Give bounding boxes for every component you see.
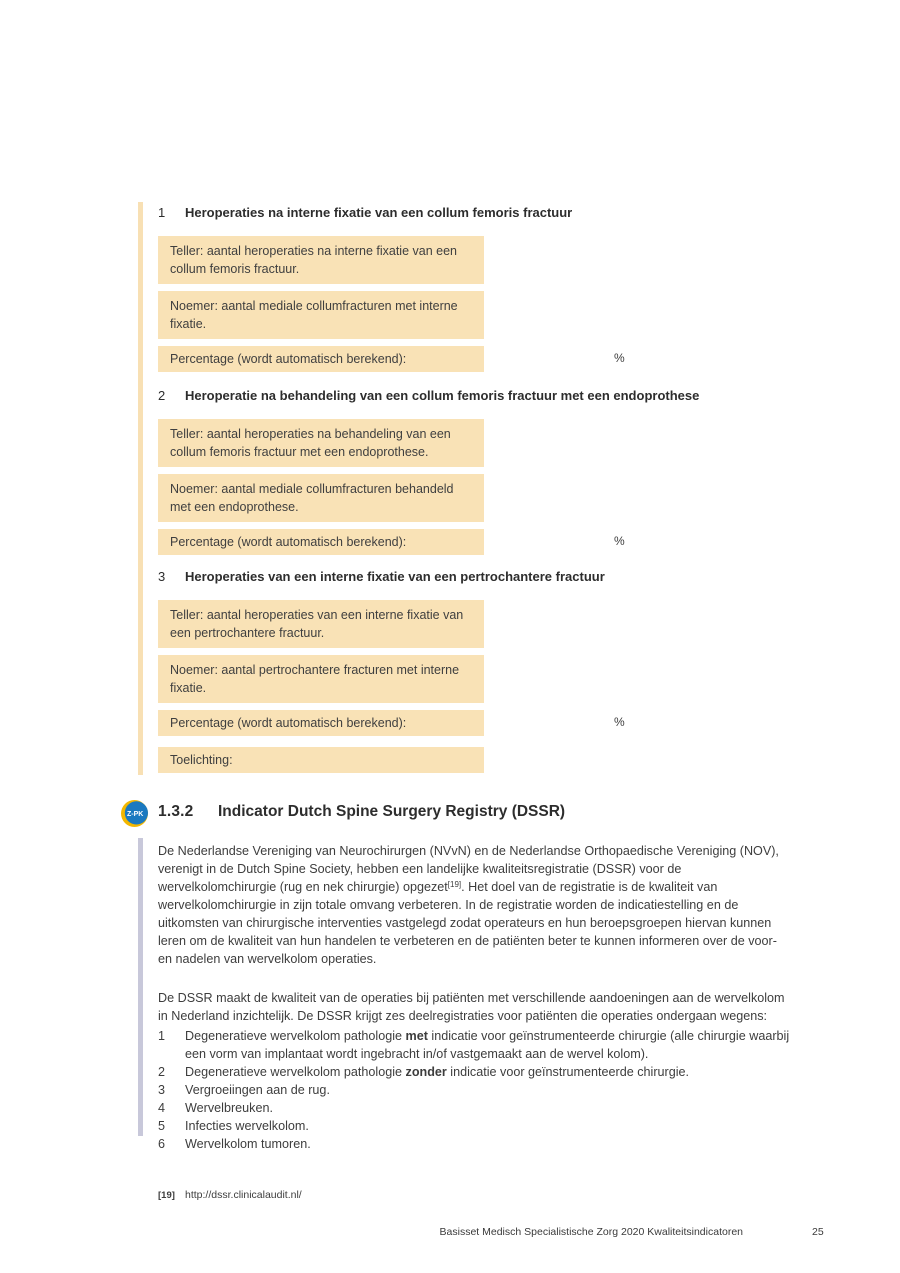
list-item [158, 1063, 794, 1081]
list-item [158, 1027, 794, 1063]
percentage-box: Percentage (wordt automatisch berekend): [158, 346, 484, 372]
list-item-text [185, 1135, 794, 1153]
indicator-group-1 [158, 205, 798, 372]
teller-box: Teller: aantal heroperaties van een interne fixatie van een pertrochantere fractuur. [158, 600, 484, 648]
indicator-heading [158, 569, 798, 585]
footnote [158, 1189, 302, 1202]
percentage-box: Percentage (wordt automatisch berekend): [158, 710, 484, 736]
list-item-text-pre: Wervelkolom tumoren. [185, 1137, 311, 1151]
deelregistraties-list [158, 1027, 794, 1153]
list-item [158, 1081, 794, 1099]
percent-sign: % [614, 534, 625, 548]
paragraph-1-text: De Nederlandse Vereniging van Neurochirurgen (NVvN) en de Nederlandse Orthopaedische Vereniging (NOV), verenigt in de Dutch Spine Society, hebben een landelijke kwaliteitsregistratie (DSSR) voor de wervelkolomchirurgie (rug en nek chirurgie) opgezet [158, 844, 779, 894]
indicator-number: 2 [158, 388, 166, 403]
list-item-text-pre: Degeneratieve wervelkolom pathologie [185, 1065, 406, 1079]
list-item-text-bold: zonder [405, 1065, 447, 1079]
indicator-number: 3 [158, 569, 166, 584]
list-item-number: 4 [158, 1101, 166, 1115]
section-number: 1.3.2 [158, 803, 194, 820]
percent-sign: % [614, 715, 625, 729]
indicator-title: Heroperaties van een interne fixatie van een pertrochantere fractuur [185, 569, 605, 584]
list-item-text-post: indicatie voor geïnstrumenteerde chirurgie (alle chirurgie waarbij een vorm van implantaat wordt ingebracht in/of vastgemaakt aan de wervel kolom). [185, 1029, 790, 1061]
list-item-number: 2 [158, 1065, 166, 1079]
indicator-title: Heroperaties na interne fixatie van een collum femoris fractuur [185, 205, 573, 220]
percentage-row [158, 710, 798, 736]
list-item-number: 5 [158, 1119, 166, 1133]
noemer-box: Noemer: aantal mediale collumfracturen met interne fixatie. [158, 291, 484, 339]
list-item-number: 3 [158, 1083, 166, 1097]
list-item-text [185, 1027, 794, 1063]
list-item [158, 1099, 794, 1117]
section-body [158, 842, 794, 1153]
indicator-title: Heroperatie na behandeling van een collum femoris fractuur met een endoprothese [185, 388, 700, 403]
paragraph-2: De DSSR maakt de kwaliteit van de operaties bij patiënten met verschillende aandoeningen aan de wervelkolom in Nederland inzichtelijk. De DSSR krijgt zes deelregistraties voor patiënten die operaties ondergaan wegens: [158, 991, 785, 1023]
indicator-logo-icon [121, 800, 148, 827]
noemer-box: Noemer: aantal pertrochantere fracturen met interne fixatie. [158, 655, 484, 703]
section-accent-bar [138, 838, 143, 1136]
teller-box: Teller: aantal heroperaties na behandeling van een collum femoris fractuur met een endoprothese. [158, 419, 484, 467]
footnote-marker: [19] [158, 1190, 175, 1201]
footer-page-number: 25 [812, 1226, 824, 1238]
paragraph-1-text-cont: . Het doel van de registratie is de kwaliteit van wervelkolomchirurgie in zijn totale omvang verbeteren. In de registratie worden de indicatiestelling en de uitkomsten van chirurgische interventies vastgelegd zodat operateurs en hun beroepsgroepen hiervan kunnen leren om de kwaliteit van hun handelen te verbeteren en de patiënten beter te kunnen informeren over de voor- en nadelen van wervelkolom operaties. [158, 880, 777, 966]
noemer-box: Noemer: aantal mediale collumfracturen behandeld met een endoprothese. [158, 474, 484, 522]
list-item-number: 1 [158, 1029, 166, 1043]
indicator-group-3 [158, 569, 798, 773]
footnote-url: http://dssr.clinicalaudit.nl/ [185, 1189, 302, 1201]
indicator-accent-bar [138, 202, 143, 775]
list-item-text-post: indicatie voor geïnstrumenteerde chirurgie. [446, 1065, 690, 1079]
section-heading [158, 802, 565, 822]
section-title: Indicator Dutch Spine Surgery Registry (DSSR) [218, 803, 566, 820]
percentage-box: Percentage (wordt automatisch berekend): [158, 529, 484, 555]
list-item [158, 1135, 794, 1153]
list-item-text-pre: Infecties wervelkolom. [185, 1119, 309, 1133]
list-item-text-pre: Degeneratieve wervelkolom pathologie [185, 1029, 406, 1043]
toelichting-box: Toelichting: [158, 747, 484, 773]
footer-document-title: Basisset Medisch Specialistische Zorg 2020 Kwaliteitsindicatoren [439, 1226, 743, 1238]
indicator-group-2 [158, 388, 798, 555]
indicator-number: 1 [158, 205, 166, 220]
list-item [158, 1117, 794, 1135]
footnote-reference: [19] [447, 880, 462, 889]
list-item-text [185, 1081, 794, 1099]
list-item-text-pre: Wervelbreuken. [185, 1101, 273, 1115]
list-item-text [185, 1063, 794, 1081]
percentage-row [158, 529, 798, 555]
list-item-text [185, 1117, 794, 1135]
list-item-text-bold: met [405, 1029, 428, 1043]
percent-sign: % [614, 351, 625, 365]
percentage-row [158, 346, 798, 372]
list-item-text [185, 1099, 794, 1117]
list-item-number: 6 [158, 1137, 166, 1151]
indicator-heading [158, 205, 798, 221]
list-item-text-pre: Vergroeiingen aan de rug. [185, 1083, 330, 1097]
paragraph-1 [158, 842, 794, 968]
indicator-heading [158, 388, 798, 404]
logo-text: Z-PK [127, 811, 144, 819]
teller-box: Teller: aantal heroperaties na interne fixatie van een collum femoris fractuur. [158, 236, 484, 284]
